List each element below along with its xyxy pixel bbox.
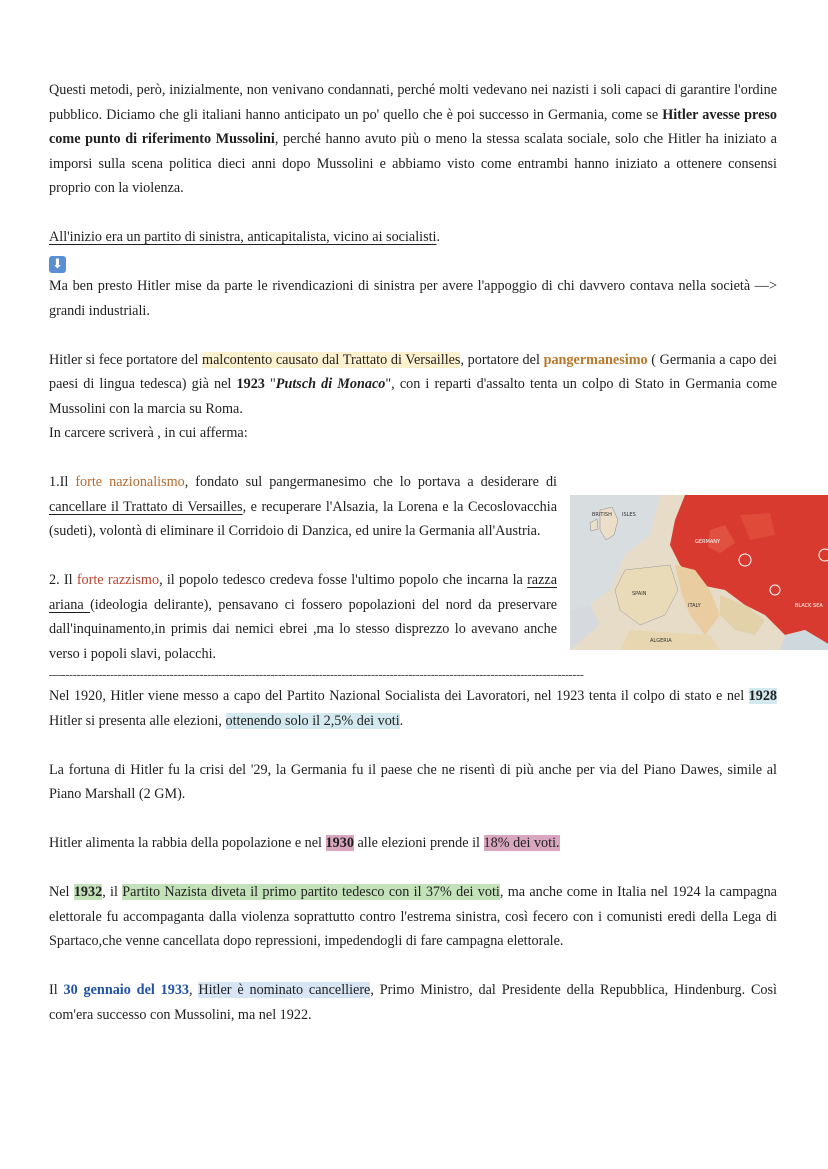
bold-hitler-mussolini: Hitler avesse preso come punto di riferimento Mussolini [49, 106, 777, 147]
pangermanesimo-term: pangermanesimo [543, 351, 648, 368]
year-1930: 1930 [325, 835, 354, 851]
underlined-left-party: All'inizio era un partito di sinistra, anticapitalista, vicino ai socialisti [49, 229, 437, 245]
underlined-cancel-versailles: cancellare il Trattato di Versailles [49, 498, 243, 515]
paragraph-carcere: In carcere scriverà , in cui afferma: [49, 425, 248, 441]
paragraph-1933: Il 30 gennaio del 1933, Hitler è nominato cancelliere, Primo Ministro, dal Presidente della Repubblica, Hindenburg. Così com'era successo con Mussolini, ma nel 1922. [49, 982, 777, 1023]
term-nazionalismo: forte nazionalismo [75, 474, 185, 490]
map-label-italy: ITALY [688, 603, 701, 609]
map-label-spain: SPAIN [632, 591, 647, 597]
europe-map-image [570, 495, 828, 650]
year-1928: 1928 [748, 688, 777, 704]
points-text [49, 470, 557, 666]
map-label-british: BRITISH [592, 512, 612, 518]
points-section [49, 470, 823, 666]
document-page [49, 78, 823, 1027]
map-label-germany: GERMANY [695, 539, 721, 545]
map-label-isles: ISLES [622, 512, 636, 518]
paragraph-methods: Questi metodi, però, inizialmente, non venivano condannati, perché molti vedevano nei nazisti i soli capaci di garantire l'ordine pubblico. Diciamo che gli italiani hanno anticipato un po' quello che è poi successo in Germania, come se Hitler avesse preso come punto di riferimento Mussolini, perché hanno avuto più o meno la stessa scalata sociale, solo che Hitler ha iniziato a imporsi sulla scena politica dieci anni dopo Mussolini e abbiamo visto come entrambi hanno iniziato a ottenere consensi proprio con la violenza. [49, 82, 777, 196]
year-1923: 1923 [236, 376, 265, 392]
paragraph-crisi-29: La fortuna di Hitler fu la crisi del '29, la Germania fu il paese che ne risentì di più anche per via del Piano Dawes, simile al Piano Marshall (2 GM). [49, 761, 777, 802]
highlight-18-percent: 18% dei voti. [483, 835, 560, 851]
term-razzismo: forte razzismo [76, 572, 160, 588]
map-label-black-sea: BLACK SEA [795, 603, 823, 609]
paragraph-1928: Nel 1920, Hitler viene messo a capo del Partito Nazional Socialista dei Lavoratori, nel 1923 tenta il colpo di stato e nel 1928 Hitler si presenta alle elezioni, ottenendo solo il 2,5% dei voti. [49, 688, 777, 729]
paragraph-versailles: Hitler si fece portatore del malcontento causato dal Trattato di Versailles, portatore del pangermanesimo ( Germania a capo dei paesi di lingua tedesca) già nel 1923 "Putsch di Monaco", con i reparti d'assalto tenta un colpo di Stato in Germania come Mussolini con la marcia su Roma. [49, 351, 778, 417]
separator-line: —-------------------------------------------------------------------------------------------------------------------------------------------- [49, 667, 584, 682]
year-1932: 1932 [73, 884, 103, 900]
paragraph-1932: Nel 1932, il Partito Nazista diveta il primo partito tedesco con il 37% dei voti, ma anche come in Italia nel 1924 la campagna elettorale fu accompaganta dalla violenza soprattutto contro l'estrema sinistra, così fecero con i comunisti eredi della Lega di Spartaco,che venne cancellata dopo repressioni, impedendogli di fare campagna elettorale. [49, 884, 777, 949]
paragraph-left-party: All'inizio era un partito di sinistra, anticapitalista, vicino ai socialisti. [49, 229, 441, 245]
point-razzismo: 2. Il forte razzismo, il popolo tedesco credeva fosse l'ultimo popolo che incarna la razza ariana (ideologia delirante), pensavano ci fossero popolazioni del nord da preservare dall'inquinamento,in primis dai nemici ebrei ,ma lo stesso disprezzo lo avevano anche verso i popoli slavi, polacchi. [49, 572, 557, 662]
highlight-2-5-percent: ottenendo solo il 2,5% dei voti [225, 712, 400, 729]
highlight-versailles: malcontento causato dal Trattato di Versailles [202, 351, 461, 368]
down-arrow-icon: ⬇ [49, 250, 777, 275]
paragraph-1930: Hitler alimenta la rabbia della popolazione e nel 1930 alle elezioni prende il 18% dei voti. [49, 835, 560, 851]
highlight-cancelliere: Hitler è nominato cancelliere [198, 982, 371, 998]
point-nazionalismo: 1.Il forte nazionalismo, fondato sul pangermanesimo che lo portava a desiderare di cancellare il Trattato di Versailles, e recuperare l'Alsazia, la Lorena e la Cecoslovacchia (sudeti), volontà di eliminare il Corridoio di Danzica, ed unire la Germania all'Austria. [49, 474, 558, 539]
map-label-algeria: ALGERIA [650, 638, 672, 644]
highlight-37-percent: Partito Nazista diveta il primo partito tedesco con il 37% dei voti [122, 884, 500, 900]
putsch-term: Putsch di Monaco [275, 376, 386, 392]
date-30-gennaio-1933: 30 gennaio del 1933 [63, 982, 190, 998]
paragraph-industrialists: Ma ben presto Hitler mise da parte le rivendicazioni di sinistra per avere l'appoggio di chi davvero contava nella società —> grandi industriali. [49, 278, 777, 319]
underlined-razza-ariana: razza ariana [49, 572, 557, 613]
